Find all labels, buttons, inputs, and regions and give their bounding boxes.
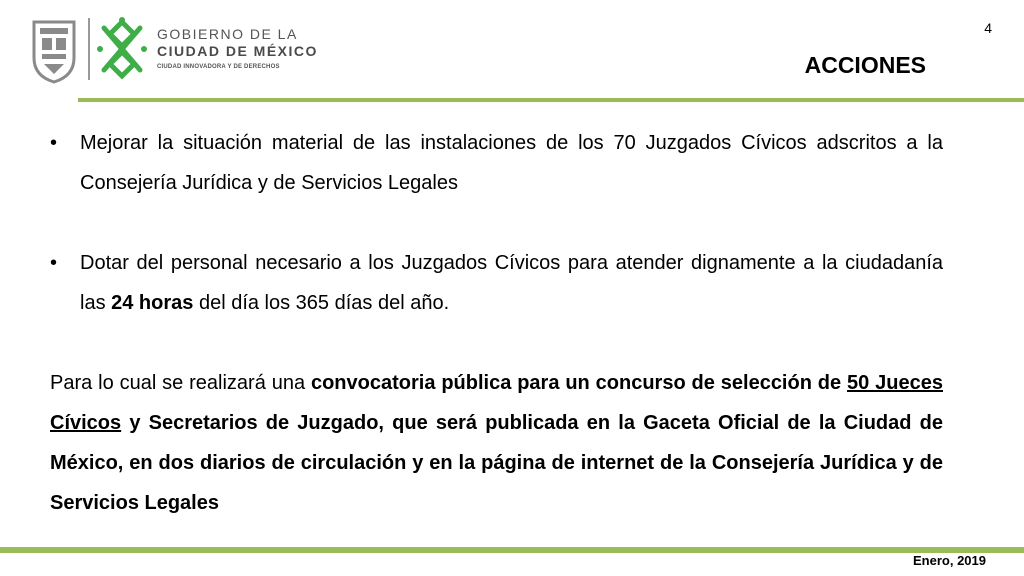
bullet-text: Mejorar la situación material de las instalaciones de los 70 Juzgados Cívicos adscritos a la Consejería Jurídica y de Servicios Legales [80, 132, 943, 194]
cdmx-coat-of-arms-icon [30, 18, 78, 84]
bullet-item [50, 243, 943, 323]
paragraph-intro: Para lo cual se realizará una [50, 372, 311, 394]
cdmx-emblem-icon [94, 16, 150, 82]
bullet-text-part: Dotar del personal necesario a los Juzgados Cívicos para atender dignamente a la ciudadanía las [80, 252, 943, 314]
bullet-text [80, 243, 943, 323]
government-wordmark [157, 27, 318, 70]
closing-paragraph [50, 363, 943, 523]
slide-content [50, 123, 943, 523]
page-title: ACCIONES [804, 52, 926, 78]
bullet-item [50, 123, 943, 203]
footer-date: Enero, 2019 [913, 553, 986, 568]
bullet-marker: • [50, 252, 58, 274]
paragraph-underlined: 50 Jueces Cívicos [50, 372, 943, 434]
gov-line-2: CIUDAD DE MÉXICO [157, 43, 318, 59]
bullet-marker: • [50, 132, 58, 154]
header-separator [88, 18, 90, 80]
bullet-bold-text: 24 horas [111, 292, 194, 314]
header-rule [78, 98, 1024, 102]
page-number: 4 [984, 20, 992, 36]
gov-line-1: GOBIERNO DE LA [157, 26, 298, 42]
footer-rule [0, 547, 1024, 553]
paragraph-bold-b: y Secretarios de Juzgado, que será publicada en la Gaceta Oficial de la Ciudad de México, en dos diarios de circulación y en la página de internet de la Consejería Jurídica y de Servicios Legales [50, 412, 943, 514]
bullet-text-part: del día los 365 días del año. [193, 292, 450, 314]
gov-tagline: CIUDAD INNOVADORA Y DE DERECHOS [157, 64, 280, 70]
paragraph-bold-a: convocatoria pública para un concurso de selección de [310, 372, 848, 394]
